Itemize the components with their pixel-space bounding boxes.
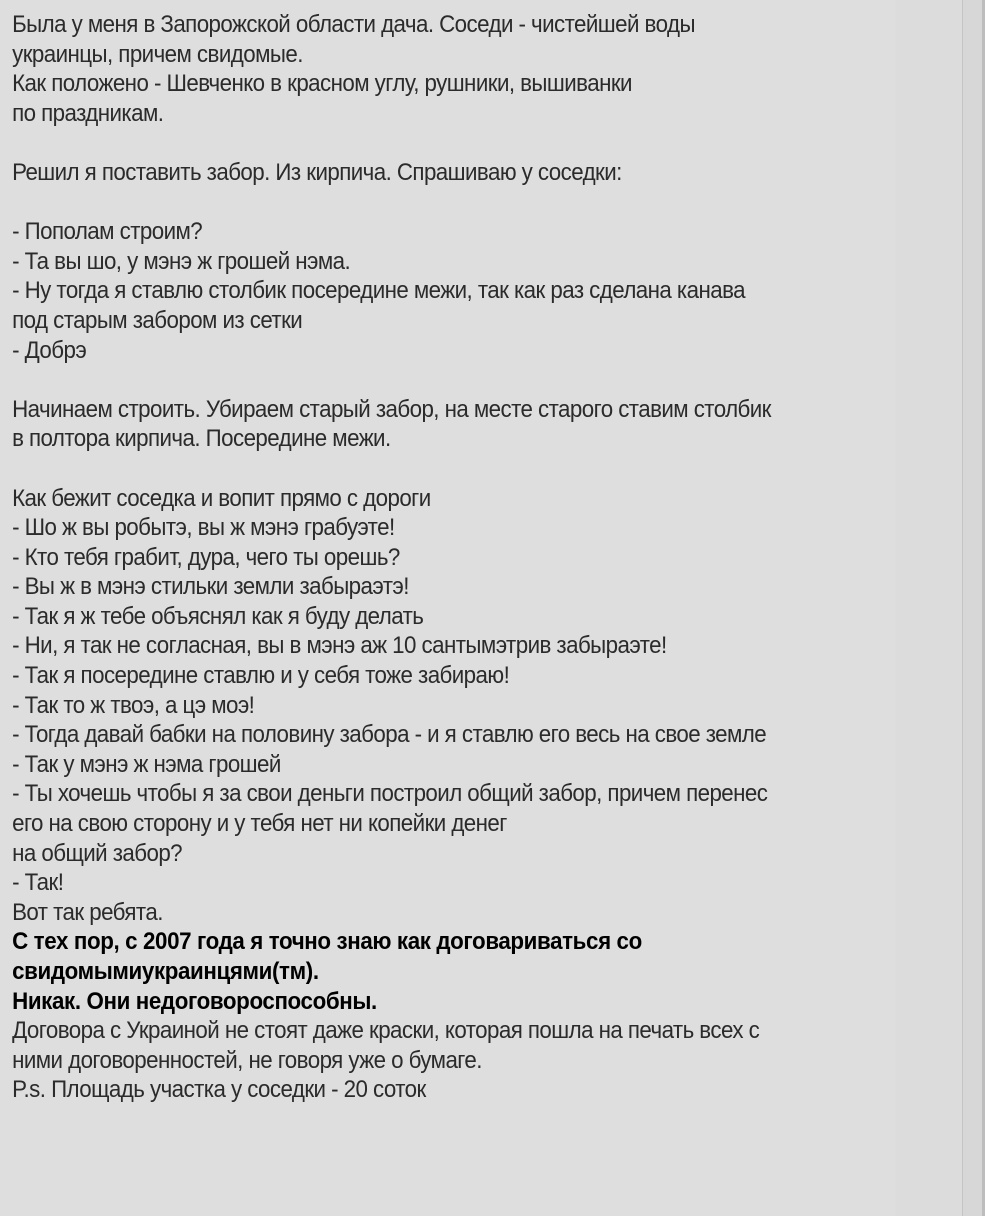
dialogue-line: Как бежит соседка и вопит прямо с дороги bbox=[12, 484, 431, 512]
dialogue-first bbox=[12, 217, 951, 365]
bold-conclusion bbox=[12, 927, 951, 1016]
bold-line: свидомымиукраинцями(тм). bbox=[12, 958, 319, 985]
dialogue-line: под старым забором из сетки bbox=[12, 306, 303, 334]
dialogue-line: Вот так ребята. bbox=[12, 898, 163, 926]
dialogue-line: - Так! bbox=[12, 869, 64, 897]
text-line: Договора с Украиной не стоят даже краски, которая пошла на печать всех с bbox=[12, 1017, 760, 1045]
dialogue-line: - Так то ж твоэ, а цэ моэ! bbox=[12, 691, 255, 719]
dialogue-line: - Тогда давай бабки на половину забора - и я ставлю его весь на свое земле bbox=[12, 721, 767, 749]
dialogue-line: - Так у мэнэ ж нэма грошей bbox=[12, 750, 281, 778]
dialogue-line: - Шо ж вы робытэ, вы ж мэнэ грабуэте! bbox=[12, 514, 395, 542]
text-line: ними договоренностей, не говоря уже о бумаге. bbox=[12, 1046, 482, 1074]
dialogue-line: - Ты хочешь чтобы я за свои деньги построил общий забор, причем перенес bbox=[12, 780, 768, 808]
text-line: Начинаем строить. Убираем старый забор, на месте старого ставим столбик bbox=[12, 395, 771, 423]
postscript-line: P.s. Площадь участка у соседки - 20 соток bbox=[12, 1076, 426, 1104]
dialogue-line: - Пополам строим? bbox=[12, 218, 203, 246]
text-line: Решил я поставить забор. Из кирпича. Спрашиваю у соседки: bbox=[12, 158, 622, 186]
dialogue-line: его на свою сторону и у тебя нет ни копейки денег bbox=[12, 810, 507, 838]
dialogue-line: - Добрэ bbox=[12, 336, 87, 364]
message-text bbox=[12, 10, 951, 1105]
dialogue-line: - Вы ж в мэнэ стильки земли забыраэтэ! bbox=[12, 573, 409, 601]
paragraph-fence-decision bbox=[12, 158, 951, 188]
dialogue-line: - Так я посередине ставлю и у себя тоже забираю! bbox=[12, 662, 510, 690]
dialogue-line: - Ну тогда я ставлю столбик посередине межи, так как раз сделана канава bbox=[12, 277, 746, 305]
text-line: по праздникам. bbox=[12, 99, 164, 127]
scrollbar[interactable] bbox=[962, 0, 985, 1216]
text-line: Была у меня в Запорожской области дача. Соседи - чистейшей воды bbox=[12, 11, 695, 38]
paragraph-dacha bbox=[12, 10, 951, 128]
dialogue-second bbox=[12, 484, 951, 928]
bold-line: Никак. Они недоговороспособны. bbox=[12, 987, 377, 1015]
paragraph-construction bbox=[12, 395, 951, 454]
bold-line: С тех пор, с 2007 года я точно знаю как договариваться со bbox=[12, 928, 642, 956]
paragraph-break bbox=[12, 188, 951, 218]
dialogue-line: - Та вы шо, у мэнэ ж грошей нэма. bbox=[12, 247, 351, 275]
dialogue-line: на общий забор? bbox=[12, 839, 183, 867]
paragraph-break bbox=[12, 454, 951, 484]
text-line: в полтора кирпича. Посередине межи. bbox=[12, 425, 391, 453]
text-line: Как положено - Шевченко в красном углу, рушники, вышиванки bbox=[12, 70, 632, 98]
paragraph-ending bbox=[12, 1016, 951, 1105]
paragraph-break bbox=[12, 128, 951, 158]
text-line: украинцы, причем свидомые. bbox=[12, 40, 303, 68]
dialogue-line: - Ни, я так не согласная, вы в мэнэ аж 10 сантымэтрив забыраэте! bbox=[12, 632, 667, 660]
dialogue-line: - Кто тебя грабит, дура, чего ты орешь? bbox=[12, 543, 400, 571]
paragraph-break bbox=[12, 365, 951, 395]
dialogue-line: - Так я ж тебе объяснял как я буду делать bbox=[12, 602, 424, 630]
